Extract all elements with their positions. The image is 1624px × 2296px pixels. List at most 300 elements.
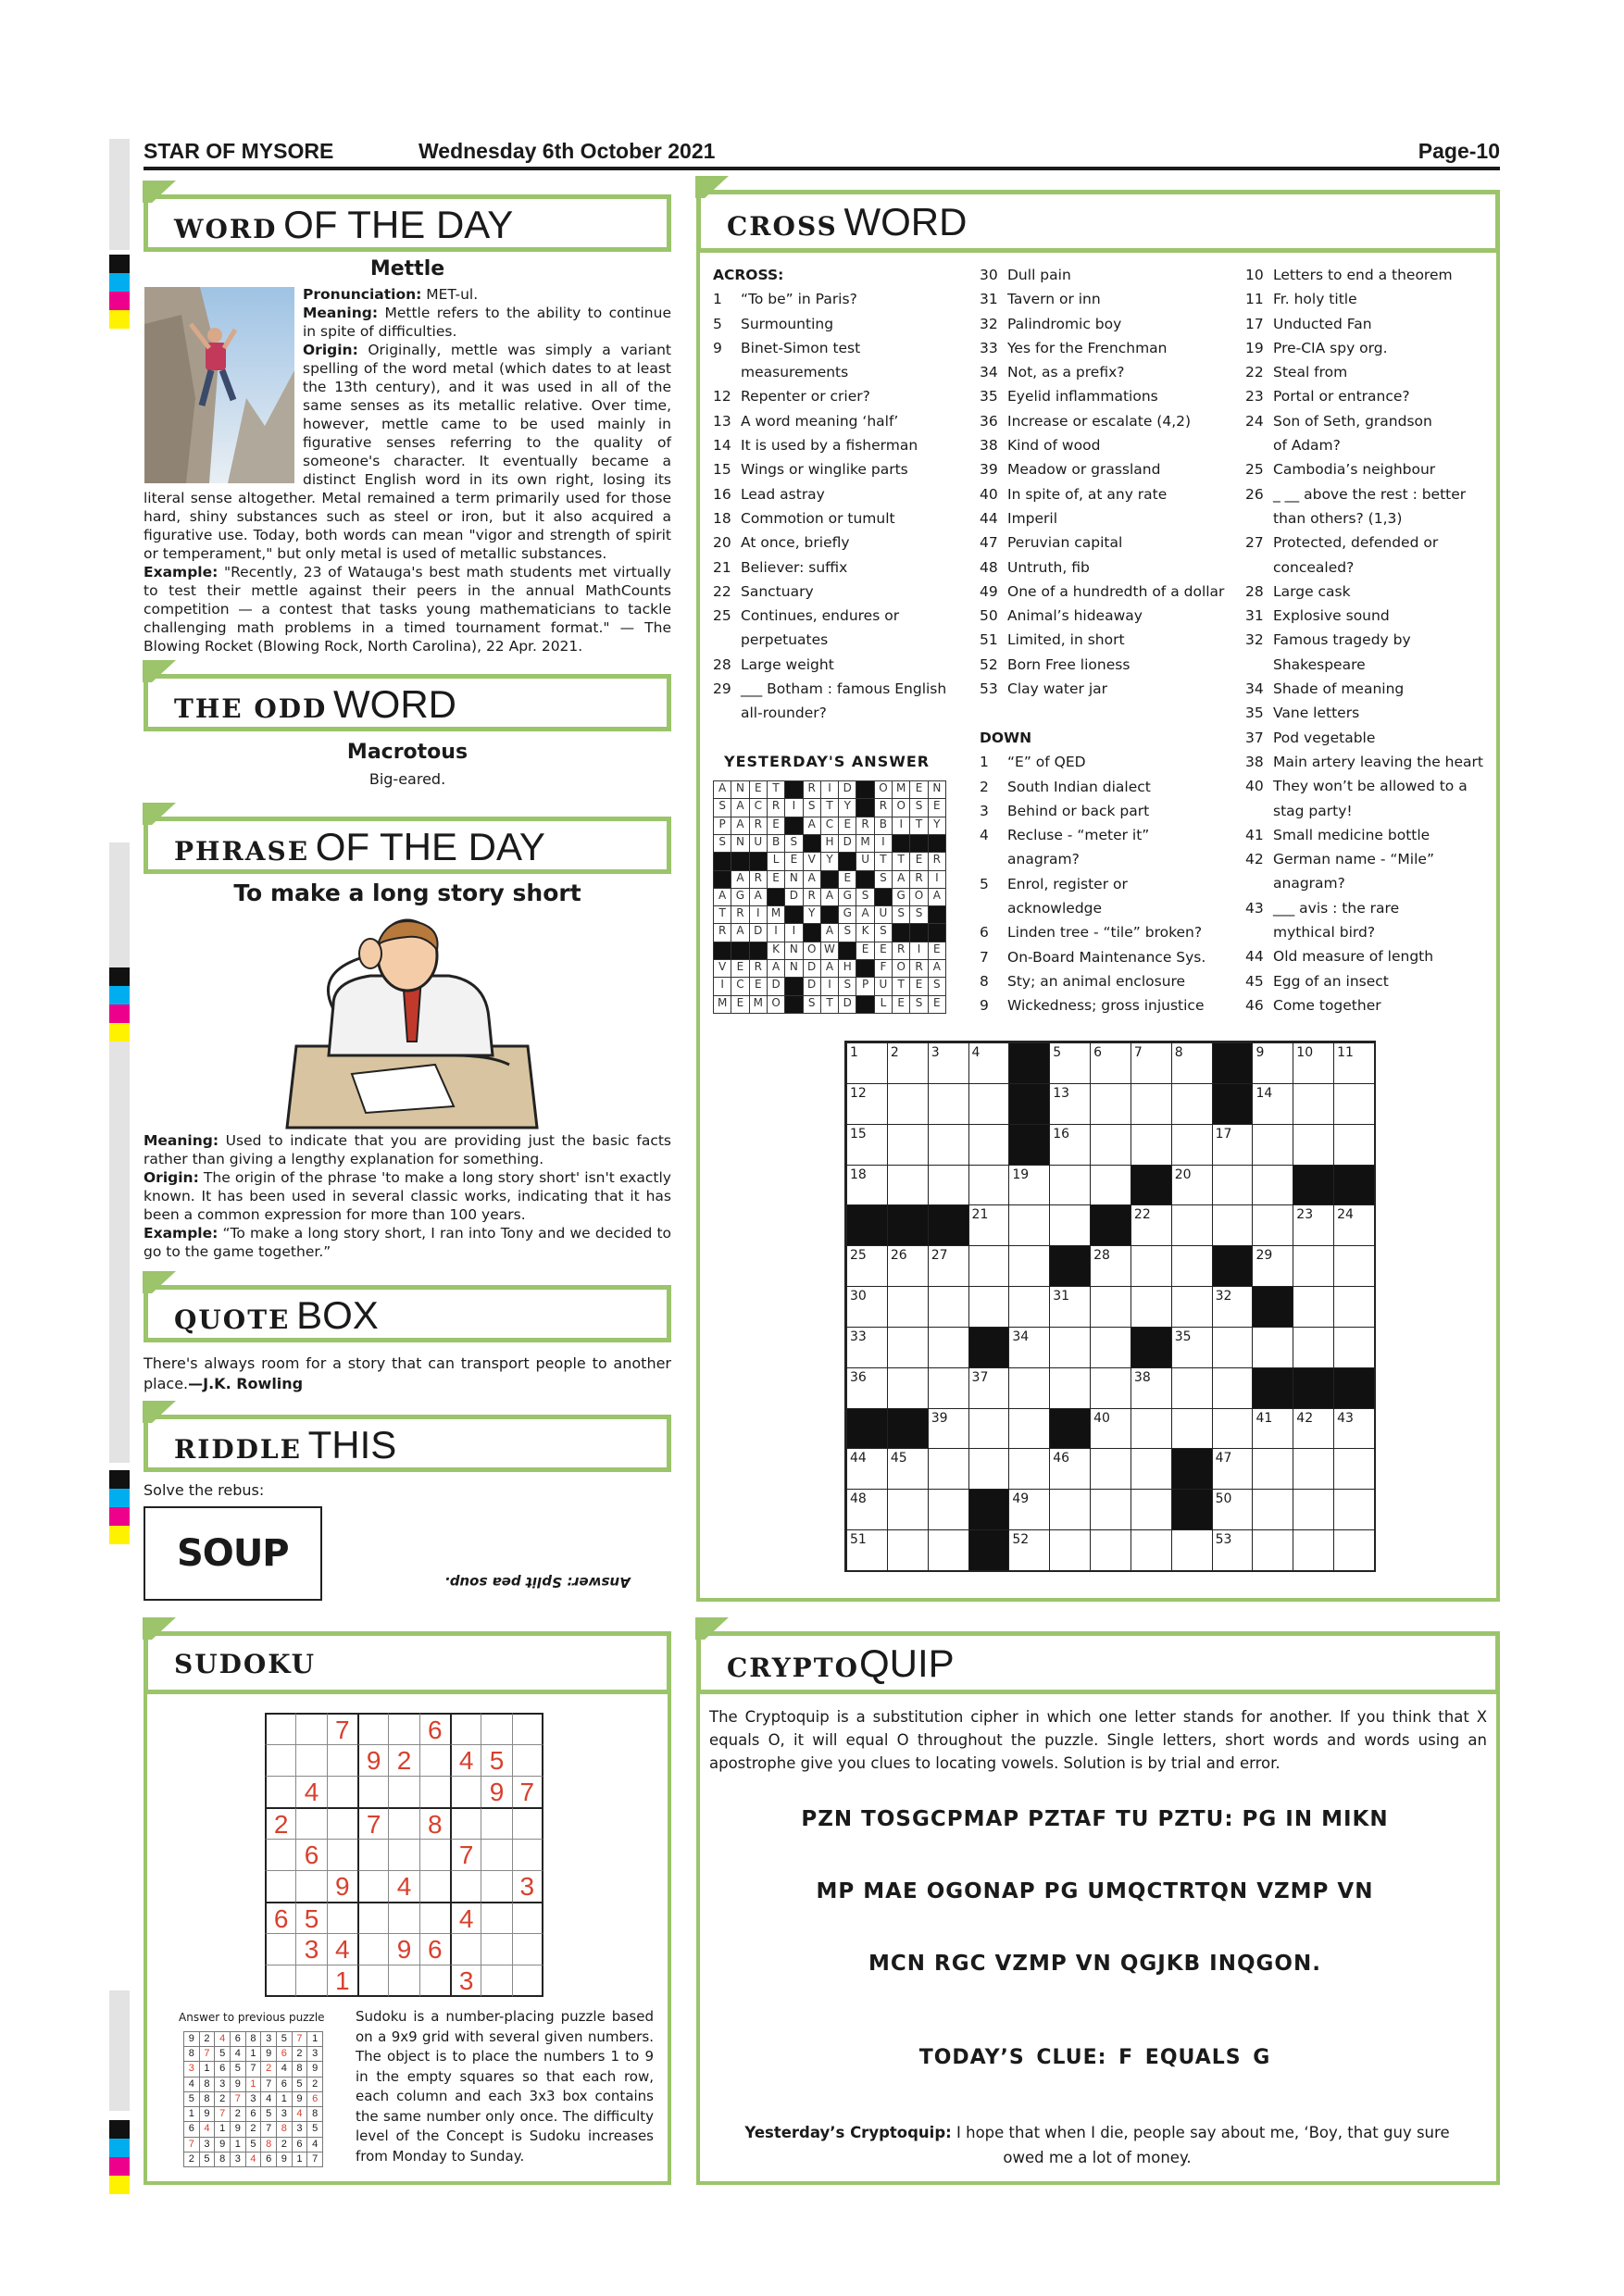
clue-item: acknowledge xyxy=(1007,900,1103,917)
mini-letter-cell: E xyxy=(784,852,803,870)
sudoku-empty-cell[interactable] xyxy=(419,1776,451,1808)
corner-flag-icon xyxy=(143,181,176,203)
crossword-cell[interactable]: 45 xyxy=(887,1448,929,1490)
clue-item: 10 Letters to end a theorem xyxy=(1245,267,1453,283)
mini-letter-cell: U xyxy=(749,834,768,853)
crossword-cell[interactable] xyxy=(968,1165,1010,1206)
sudoku-empty-cell[interactable] xyxy=(327,1839,358,1871)
crossword-cell[interactable] xyxy=(1252,1529,1293,1571)
sudoku-empty-cell[interactable] xyxy=(265,1744,296,1777)
crossword-cell[interactable] xyxy=(1333,1448,1375,1490)
sudoku-empty-cell[interactable] xyxy=(450,1713,481,1745)
crossword-cell[interactable]: 48 xyxy=(846,1489,888,1530)
rebus-box xyxy=(144,1506,322,1601)
crossword-cell[interactable]: 23 xyxy=(1293,1204,1334,1246)
crossword-cell[interactable]: 39 xyxy=(928,1408,969,1450)
mini-letter-cell: I xyxy=(784,798,803,817)
crossword-cell[interactable] xyxy=(1131,1124,1172,1166)
quote-box-heading: QUOTE BOX xyxy=(174,1293,379,1337)
sudoku-given-cell: 5 xyxy=(481,1744,512,1777)
crossword-cell[interactable]: 49 xyxy=(1008,1489,1050,1530)
mini-black-cell xyxy=(820,870,839,889)
sudoku-empty-cell[interactable] xyxy=(295,1744,327,1777)
crossword-cell[interactable] xyxy=(1049,1489,1091,1530)
crossword-cell[interactable]: 1 xyxy=(846,1042,888,1084)
mini-black-cell xyxy=(784,905,803,924)
crossword-cell[interactable]: 24 xyxy=(1333,1204,1375,1246)
mini-letter-cell: D xyxy=(803,977,821,995)
mini-letter-cell: D xyxy=(767,977,785,995)
crossword-cell[interactable]: 11 xyxy=(1333,1042,1375,1084)
sudoku-empty-cell[interactable] xyxy=(327,1776,358,1808)
mini-letter-cell: I xyxy=(767,923,785,942)
clue-item: 3 Behind or back part xyxy=(980,802,1150,819)
crossword-cell[interactable] xyxy=(1008,1204,1050,1246)
sudoku-empty-cell[interactable] xyxy=(295,1870,327,1903)
crossword-cell[interactable] xyxy=(1333,1327,1375,1368)
sudoku-empty-cell[interactable] xyxy=(512,1744,543,1777)
crossword-cell[interactable] xyxy=(928,1489,969,1530)
sudoku-empty-cell[interactable] xyxy=(357,1965,389,1997)
crossword-cell[interactable] xyxy=(1090,1124,1131,1166)
sudoku-empty-cell[interactable] xyxy=(450,1933,481,1965)
clue-item: concealed? xyxy=(1273,558,1355,576)
clue-item: 28 Large weight xyxy=(713,655,834,673)
sudoku-empty-cell[interactable] xyxy=(481,1713,512,1745)
sudoku-empty-cell[interactable] xyxy=(357,1933,389,1965)
crossword-cell[interactable] xyxy=(887,1327,929,1368)
mini-black-cell xyxy=(803,923,821,942)
crossword-cell[interactable]: 25 xyxy=(846,1245,888,1287)
mini-letter-cell: E xyxy=(874,942,893,960)
crossword-cell[interactable]: 27 xyxy=(928,1245,969,1287)
crossword-cell[interactable] xyxy=(1212,1367,1254,1409)
mini-black-cell xyxy=(784,995,803,1014)
sudoku-title-box xyxy=(144,1631,671,1694)
crossword-cell[interactable] xyxy=(887,1124,929,1166)
crossword-cell[interactable]: 20 xyxy=(1171,1165,1213,1206)
crossword-cell[interactable]: 7 xyxy=(1131,1042,1172,1084)
mini-letter-cell: A xyxy=(731,870,749,889)
sudoku-given-cell: 7 xyxy=(327,1713,358,1745)
crossword-cell[interactable]: 36 xyxy=(846,1367,888,1409)
crossword-cell[interactable]: 50 xyxy=(1212,1489,1254,1530)
clue-item: 34 Not, as a prefix? xyxy=(980,364,1125,381)
crossword-cell[interactable]: 35 xyxy=(1171,1327,1213,1368)
mini-letter-cell: O xyxy=(892,959,910,978)
mini-letter-cell: E xyxy=(838,870,856,889)
crossword-cell[interactable] xyxy=(968,1408,1010,1450)
sudoku-answer-cell: 5 xyxy=(276,2031,293,2047)
sudoku-given-cell: 6 xyxy=(295,1839,327,1871)
sudoku-empty-cell[interactable] xyxy=(327,1902,358,1934)
crossword-cell[interactable] xyxy=(1333,1124,1375,1166)
crossword-cell[interactable] xyxy=(1131,1408,1172,1450)
crossword-cell[interactable] xyxy=(1252,1204,1293,1246)
crossword-cell[interactable]: 14 xyxy=(1252,1083,1293,1125)
crossword-cell[interactable]: 37 xyxy=(968,1367,1010,1409)
sudoku-answer-cell: 7 xyxy=(214,2106,231,2122)
mini-letter-cell: A xyxy=(820,923,839,942)
cryptoquip-line-3: MCN RGC VZMP VN QGJKB INQGON. xyxy=(868,1952,1321,1976)
mini-letter-cell: G xyxy=(731,888,749,906)
crossword-cell[interactable]: 47 xyxy=(1212,1448,1254,1490)
crossword-cell[interactable] xyxy=(1049,1165,1091,1206)
crossword-cell[interactable] xyxy=(1008,1448,1050,1490)
sudoku-empty-cell[interactable] xyxy=(295,1965,327,1997)
clue-item: 22 Steal from xyxy=(1245,364,1348,381)
clue-item: 50 Animal’s hideaway xyxy=(980,607,1143,625)
mini-black-cell xyxy=(856,995,874,1014)
crossword-cell[interactable] xyxy=(887,1165,929,1206)
sudoku-empty-cell[interactable] xyxy=(327,1807,358,1840)
down-label: DOWN xyxy=(980,730,1032,746)
crossword-cell[interactable]: 26 xyxy=(887,1245,929,1287)
crossword-cell[interactable]: 15 xyxy=(846,1124,888,1166)
crossword-cell[interactable] xyxy=(1293,1245,1334,1287)
crossword-cell[interactable] xyxy=(1090,1083,1131,1125)
mini-letter-cell: T xyxy=(892,852,910,870)
mini-letter-cell: S xyxy=(856,888,874,906)
crossword-cell[interactable] xyxy=(1333,1245,1375,1287)
sudoku-empty-cell[interactable] xyxy=(388,1776,419,1808)
crossword-cell[interactable]: 32 xyxy=(1212,1286,1254,1328)
crossword-cell[interactable]: 13 xyxy=(1049,1083,1091,1125)
mini-black-cell xyxy=(856,870,874,889)
sudoku-empty-cell[interactable] xyxy=(419,1965,451,1997)
crossword-cell[interactable] xyxy=(928,1529,969,1571)
crossword-black-cell xyxy=(1171,1489,1213,1530)
mini-letter-cell: I xyxy=(713,977,731,995)
crossword-cell[interactable]: 43 xyxy=(1333,1408,1375,1450)
crossword-cell[interactable] xyxy=(1252,1124,1293,1166)
crossword-cell[interactable]: 5 xyxy=(1049,1042,1091,1084)
crossword-cell[interactable] xyxy=(1333,1489,1375,1530)
mini-black-cell xyxy=(874,888,893,906)
sudoku-empty-cell[interactable] xyxy=(512,1902,543,1934)
crossword-cell[interactable]: 28 xyxy=(1090,1245,1131,1287)
crossword-cell[interactable] xyxy=(968,1448,1010,1490)
mini-letter-cell: E xyxy=(856,942,874,960)
crossword-cell[interactable] xyxy=(1008,1286,1050,1328)
sudoku-answer-cell: 9 xyxy=(230,2121,246,2137)
mini-letter-cell: E xyxy=(892,995,910,1014)
crossword-cell[interactable]: 42 xyxy=(1293,1408,1334,1450)
crossword-cell[interactable]: 46 xyxy=(1049,1448,1091,1490)
clue-item: 33 Yes for the Frenchman xyxy=(980,339,1168,356)
crossword-cell[interactable] xyxy=(887,1367,929,1409)
sudoku-answer-cell: 1 xyxy=(292,2152,308,2167)
crossword-cell[interactable]: 6 xyxy=(1090,1042,1131,1084)
crossword-cell[interactable] xyxy=(1212,1408,1254,1450)
crossword-cell[interactable] xyxy=(1008,1245,1050,1287)
mini-letter-cell: A xyxy=(856,905,874,924)
crossword-cell[interactable] xyxy=(968,1124,1010,1166)
clue-item: 44 Old measure of length xyxy=(1245,948,1434,966)
mini-black-cell xyxy=(928,923,946,942)
crossword-cell[interactable]: 18 xyxy=(846,1165,888,1206)
sudoku-empty-cell[interactable] xyxy=(265,1776,296,1808)
crossword-cell[interactable]: 8 xyxy=(1171,1042,1213,1084)
sudoku-empty-cell[interactable] xyxy=(265,1713,296,1745)
crossword-cell[interactable] xyxy=(1252,1489,1293,1530)
crossword-cell[interactable] xyxy=(1293,1327,1334,1368)
crossword-cell[interactable] xyxy=(1293,1083,1334,1125)
sudoku-empty-cell[interactable] xyxy=(265,1965,296,1997)
crossword-cell[interactable] xyxy=(1333,1286,1375,1328)
crossword-cell[interactable] xyxy=(1090,1367,1131,1409)
crossword-cell[interactable] xyxy=(968,1286,1010,1328)
crossword-cell[interactable] xyxy=(1049,1529,1091,1571)
sudoku-empty-cell[interactable] xyxy=(450,1776,481,1808)
sudoku-empty-cell[interactable] xyxy=(481,1902,512,1934)
crossword-cell[interactable] xyxy=(1252,1448,1293,1490)
sudoku-empty-cell[interactable] xyxy=(419,1744,451,1777)
crossword-cell[interactable] xyxy=(1171,1083,1213,1125)
clue-item: 26 _ __ above the rest : better xyxy=(1245,485,1467,503)
crossword-cell[interactable] xyxy=(928,1083,969,1125)
sudoku-empty-cell[interactable] xyxy=(512,1839,543,1871)
crossword-cell[interactable] xyxy=(1049,1367,1091,1409)
crossword-black-cell xyxy=(1293,1367,1334,1409)
crossword-cell[interactable]: 12 xyxy=(846,1083,888,1125)
sudoku-empty-cell[interactable] xyxy=(512,1933,543,1965)
sudoku-empty-cell[interactable] xyxy=(512,1713,543,1745)
crossword-cell[interactable]: 31 xyxy=(1049,1286,1091,1328)
crossword-cell[interactable] xyxy=(1049,1327,1091,1368)
crossword-cell[interactable]: 17 xyxy=(1212,1124,1254,1166)
sudoku-empty-cell[interactable] xyxy=(450,1870,481,1903)
sudoku-empty-cell[interactable] xyxy=(357,1839,389,1871)
sudoku-answer-cell: 3 xyxy=(276,2106,293,2122)
crossword-cell[interactable] xyxy=(1131,1529,1172,1571)
sudoku-empty-cell[interactable] xyxy=(481,1807,512,1840)
sudoku-empty-cell[interactable] xyxy=(327,1744,358,1777)
crossword-black-cell xyxy=(1171,1448,1213,1490)
crossword-cell[interactable] xyxy=(968,1083,1010,1125)
crossword-cell[interactable] xyxy=(1212,1165,1254,1206)
clue-item: all-rounder? xyxy=(741,705,827,722)
clue-item: 23 Portal or entrance? xyxy=(1245,388,1410,406)
crossword-cell[interactable] xyxy=(1293,1286,1334,1328)
clue-item: 37 Pod vegetable xyxy=(1245,729,1376,746)
crossword-cell[interactable] xyxy=(1090,1448,1131,1490)
crossword-black-cell xyxy=(1333,1165,1375,1206)
sudoku-answer-cell: 6 xyxy=(292,2137,308,2152)
clue-item: 49 One of a hundredth of a dollar xyxy=(980,582,1225,600)
sudoku-empty-cell[interactable] xyxy=(265,1870,296,1903)
crossword-cell[interactable] xyxy=(1171,1286,1213,1328)
crossword-cell[interactable]: 33 xyxy=(846,1327,888,1368)
crossword-cell[interactable]: 53 xyxy=(1212,1529,1254,1571)
sudoku-given-cell: 7 xyxy=(512,1776,543,1808)
crossword-cell[interactable]: 16 xyxy=(1049,1124,1091,1166)
crossword-cell[interactable] xyxy=(1171,1245,1213,1287)
crossword-cell[interactable] xyxy=(1008,1367,1050,1409)
mini-letter-cell: R xyxy=(749,959,768,978)
crossword-cell[interactable] xyxy=(1293,1489,1334,1530)
crossword-cell[interactable]: 3 xyxy=(928,1042,969,1084)
crossword-black-cell xyxy=(1008,1083,1050,1125)
crossword-cell[interactable] xyxy=(1171,1529,1213,1571)
sudoku-empty-cell[interactable] xyxy=(388,1713,419,1745)
crossword-cell[interactable]: 52 xyxy=(1008,1529,1050,1571)
sudoku-answer-cell: 3 xyxy=(306,2046,323,2062)
sudoku-empty-cell[interactable] xyxy=(388,1839,419,1871)
crossword-cell[interactable]: 30 xyxy=(846,1286,888,1328)
mini-letter-cell: P xyxy=(713,817,731,835)
crossword-cell[interactable] xyxy=(1293,1124,1334,1166)
crossword-cell[interactable] xyxy=(1171,1204,1213,1246)
mini-black-cell xyxy=(909,923,928,942)
crossword-black-cell xyxy=(1252,1286,1293,1328)
sudoku-answer-cell: 7 xyxy=(260,2121,277,2137)
clue-item: 35 Vane letters xyxy=(1245,705,1360,722)
mini-letter-cell: S xyxy=(928,977,946,995)
crossword-cell[interactable] xyxy=(1049,1204,1091,1246)
crossword-cell[interactable]: 40 xyxy=(1090,1408,1131,1450)
crossword-cell[interactable]: 10 xyxy=(1293,1042,1334,1084)
mini-letter-cell: V xyxy=(803,852,821,870)
sudoku-empty-cell[interactable] xyxy=(265,1933,296,1965)
crossword-cell[interactable] xyxy=(1131,1489,1172,1530)
crossword-cell[interactable] xyxy=(1090,1489,1131,1530)
crossword-cell[interactable] xyxy=(928,1165,969,1206)
crossword-cell[interactable] xyxy=(1090,1327,1131,1368)
crossword-cell[interactable]: 21 xyxy=(968,1204,1010,1246)
mini-letter-cell: S xyxy=(838,977,856,995)
crossword-cell[interactable]: 29 xyxy=(1252,1245,1293,1287)
crossword-cell[interactable] xyxy=(1252,1327,1293,1368)
across-clues-col2 xyxy=(980,263,1230,701)
mini-black-cell xyxy=(856,959,874,978)
crossword-cell[interactable]: 38 xyxy=(1131,1367,1172,1409)
crossword-cell[interactable] xyxy=(1212,1327,1254,1368)
sudoku-empty-cell[interactable] xyxy=(481,1870,512,1903)
sudoku-empty-cell[interactable] xyxy=(419,1839,451,1871)
phrase-of-day-body: Meaning: Used to indicate that you are providing just the basic facts rather than giving a lengthy explanation for something. Origin: The origin of the phrase 'to make a long story short' isn't exactly known. It has been used in several classic works, indicating that it has been a common expression for more than 100 years. Example: “To make a long story short, I ran into Tony and we decided to go to the game together.” xyxy=(144,1132,672,1260)
crossword-cell[interactable] xyxy=(1090,1165,1131,1206)
sudoku-empty-cell[interactable] xyxy=(388,1807,419,1840)
crossword-cell[interactable] xyxy=(968,1245,1010,1287)
sudoku-empty-cell[interactable] xyxy=(388,1902,419,1934)
crossword-cell[interactable] xyxy=(1252,1165,1293,1206)
crossword-cell[interactable] xyxy=(887,1529,929,1571)
clue-item: 34 Shade of meaning xyxy=(1245,680,1405,698)
sudoku-empty-cell[interactable] xyxy=(357,1902,389,1934)
bored-man-cartoon xyxy=(278,917,546,1129)
crossword-cell[interactable] xyxy=(928,1286,969,1328)
mini-letter-cell: A xyxy=(892,870,910,889)
crossword-cell[interactable] xyxy=(928,1124,969,1166)
sudoku-empty-cell[interactable] xyxy=(450,1807,481,1840)
sudoku-empty-cell[interactable] xyxy=(388,1965,419,1997)
sudoku-empty-cell[interactable] xyxy=(357,1713,389,1745)
crossword-cell[interactable] xyxy=(1131,1286,1172,1328)
sudoku-empty-cell[interactable] xyxy=(512,1807,543,1840)
mini-letter-cell: E xyxy=(909,780,928,799)
clue-item: anagram? xyxy=(1273,875,1345,892)
down-clues-col2 xyxy=(980,726,1230,1018)
crossword-cell[interactable] xyxy=(928,1327,969,1368)
mini-letter-cell: R xyxy=(767,798,785,817)
crossword-cell[interactable]: 2 xyxy=(887,1042,929,1084)
crossword-cell[interactable] xyxy=(1090,1529,1131,1571)
crossword-cell[interactable] xyxy=(1171,1408,1213,1450)
crossword-cell[interactable] xyxy=(1212,1204,1254,1246)
crossword-cell[interactable]: 9 xyxy=(1252,1042,1293,1084)
mini-letter-cell: E xyxy=(767,870,785,889)
sudoku-empty-cell[interactable] xyxy=(295,1713,327,1745)
crossword-cell[interactable] xyxy=(1171,1124,1213,1166)
crossword-cell[interactable] xyxy=(887,1489,929,1530)
mini-letter-cell: K xyxy=(856,923,874,942)
crossword-cell[interactable]: 34 xyxy=(1008,1327,1050,1368)
crossword-cell[interactable] xyxy=(1333,1083,1375,1125)
sudoku-empty-cell[interactable] xyxy=(419,1870,451,1903)
sudoku-empty-cell[interactable] xyxy=(512,1965,543,1997)
sudoku-empty-cell[interactable] xyxy=(419,1902,451,1934)
crossword-cell[interactable] xyxy=(887,1286,929,1328)
sudoku-empty-cell[interactable] xyxy=(481,1965,512,1997)
sudoku-empty-cell[interactable] xyxy=(481,1839,512,1871)
sudoku-answer-cell: 8 xyxy=(199,2091,216,2107)
clue-item: 9 Binet-Simon test xyxy=(713,339,861,356)
mini-letter-cell: M xyxy=(892,780,910,799)
crossword-cell[interactable] xyxy=(1171,1367,1213,1409)
sudoku-answer-cell: 9 xyxy=(199,2106,216,2122)
mini-letter-cell: U xyxy=(874,905,893,924)
sudoku-empty-cell[interactable] xyxy=(357,1776,389,1808)
mini-letter-cell: S xyxy=(784,834,803,853)
mini-letter-cell: G xyxy=(838,888,856,906)
sudoku-empty-cell[interactable] xyxy=(357,1870,389,1903)
crossword-cell[interactable]: 19 xyxy=(1008,1165,1050,1206)
sudoku-empty-cell[interactable] xyxy=(295,1807,327,1840)
crossword-cell[interactable] xyxy=(1131,1245,1172,1287)
crossword-cell[interactable] xyxy=(1090,1286,1131,1328)
crossword-cell[interactable] xyxy=(1131,1448,1172,1490)
corner-flag-icon xyxy=(143,803,176,825)
corner-flag-icon xyxy=(143,1617,176,1640)
crossword-cell[interactable]: 44 xyxy=(846,1448,888,1490)
mini-letter-cell: S xyxy=(909,995,928,1014)
mini-black-cell xyxy=(713,870,731,889)
crossword-cell[interactable] xyxy=(1333,1529,1375,1571)
sudoku-answer-cell: 7 xyxy=(245,2061,262,2077)
sudoku-empty-cell[interactable] xyxy=(481,1933,512,1965)
crossword-cell[interactable] xyxy=(1131,1083,1172,1125)
crossword-cell[interactable]: 22 xyxy=(1131,1204,1172,1246)
sudoku-answer-cell: 8 xyxy=(306,2106,323,2122)
crossword-cell[interactable] xyxy=(1008,1408,1050,1450)
crossword-cell[interactable]: 4 xyxy=(968,1042,1010,1084)
crossword-cell[interactable] xyxy=(1293,1448,1334,1490)
sudoku-empty-cell[interactable] xyxy=(265,1839,296,1871)
sudoku-answer-cell: 6 xyxy=(230,2031,246,2047)
crossword-cell[interactable] xyxy=(928,1367,969,1409)
crossword-cell[interactable]: 51 xyxy=(846,1529,888,1571)
mini-letter-cell: B xyxy=(874,817,893,835)
clue-item: 18 Commotion or tumult xyxy=(713,509,895,527)
sudoku-answer-cell: 8 xyxy=(260,2137,277,2152)
mini-letter-cell: T xyxy=(909,817,928,835)
crossword-cell[interactable] xyxy=(1293,1529,1334,1571)
mini-black-cell xyxy=(784,817,803,835)
crossword-cell[interactable] xyxy=(887,1083,929,1125)
crossword-cell[interactable] xyxy=(928,1448,969,1490)
crossword-cell[interactable]: 41 xyxy=(1252,1408,1293,1450)
